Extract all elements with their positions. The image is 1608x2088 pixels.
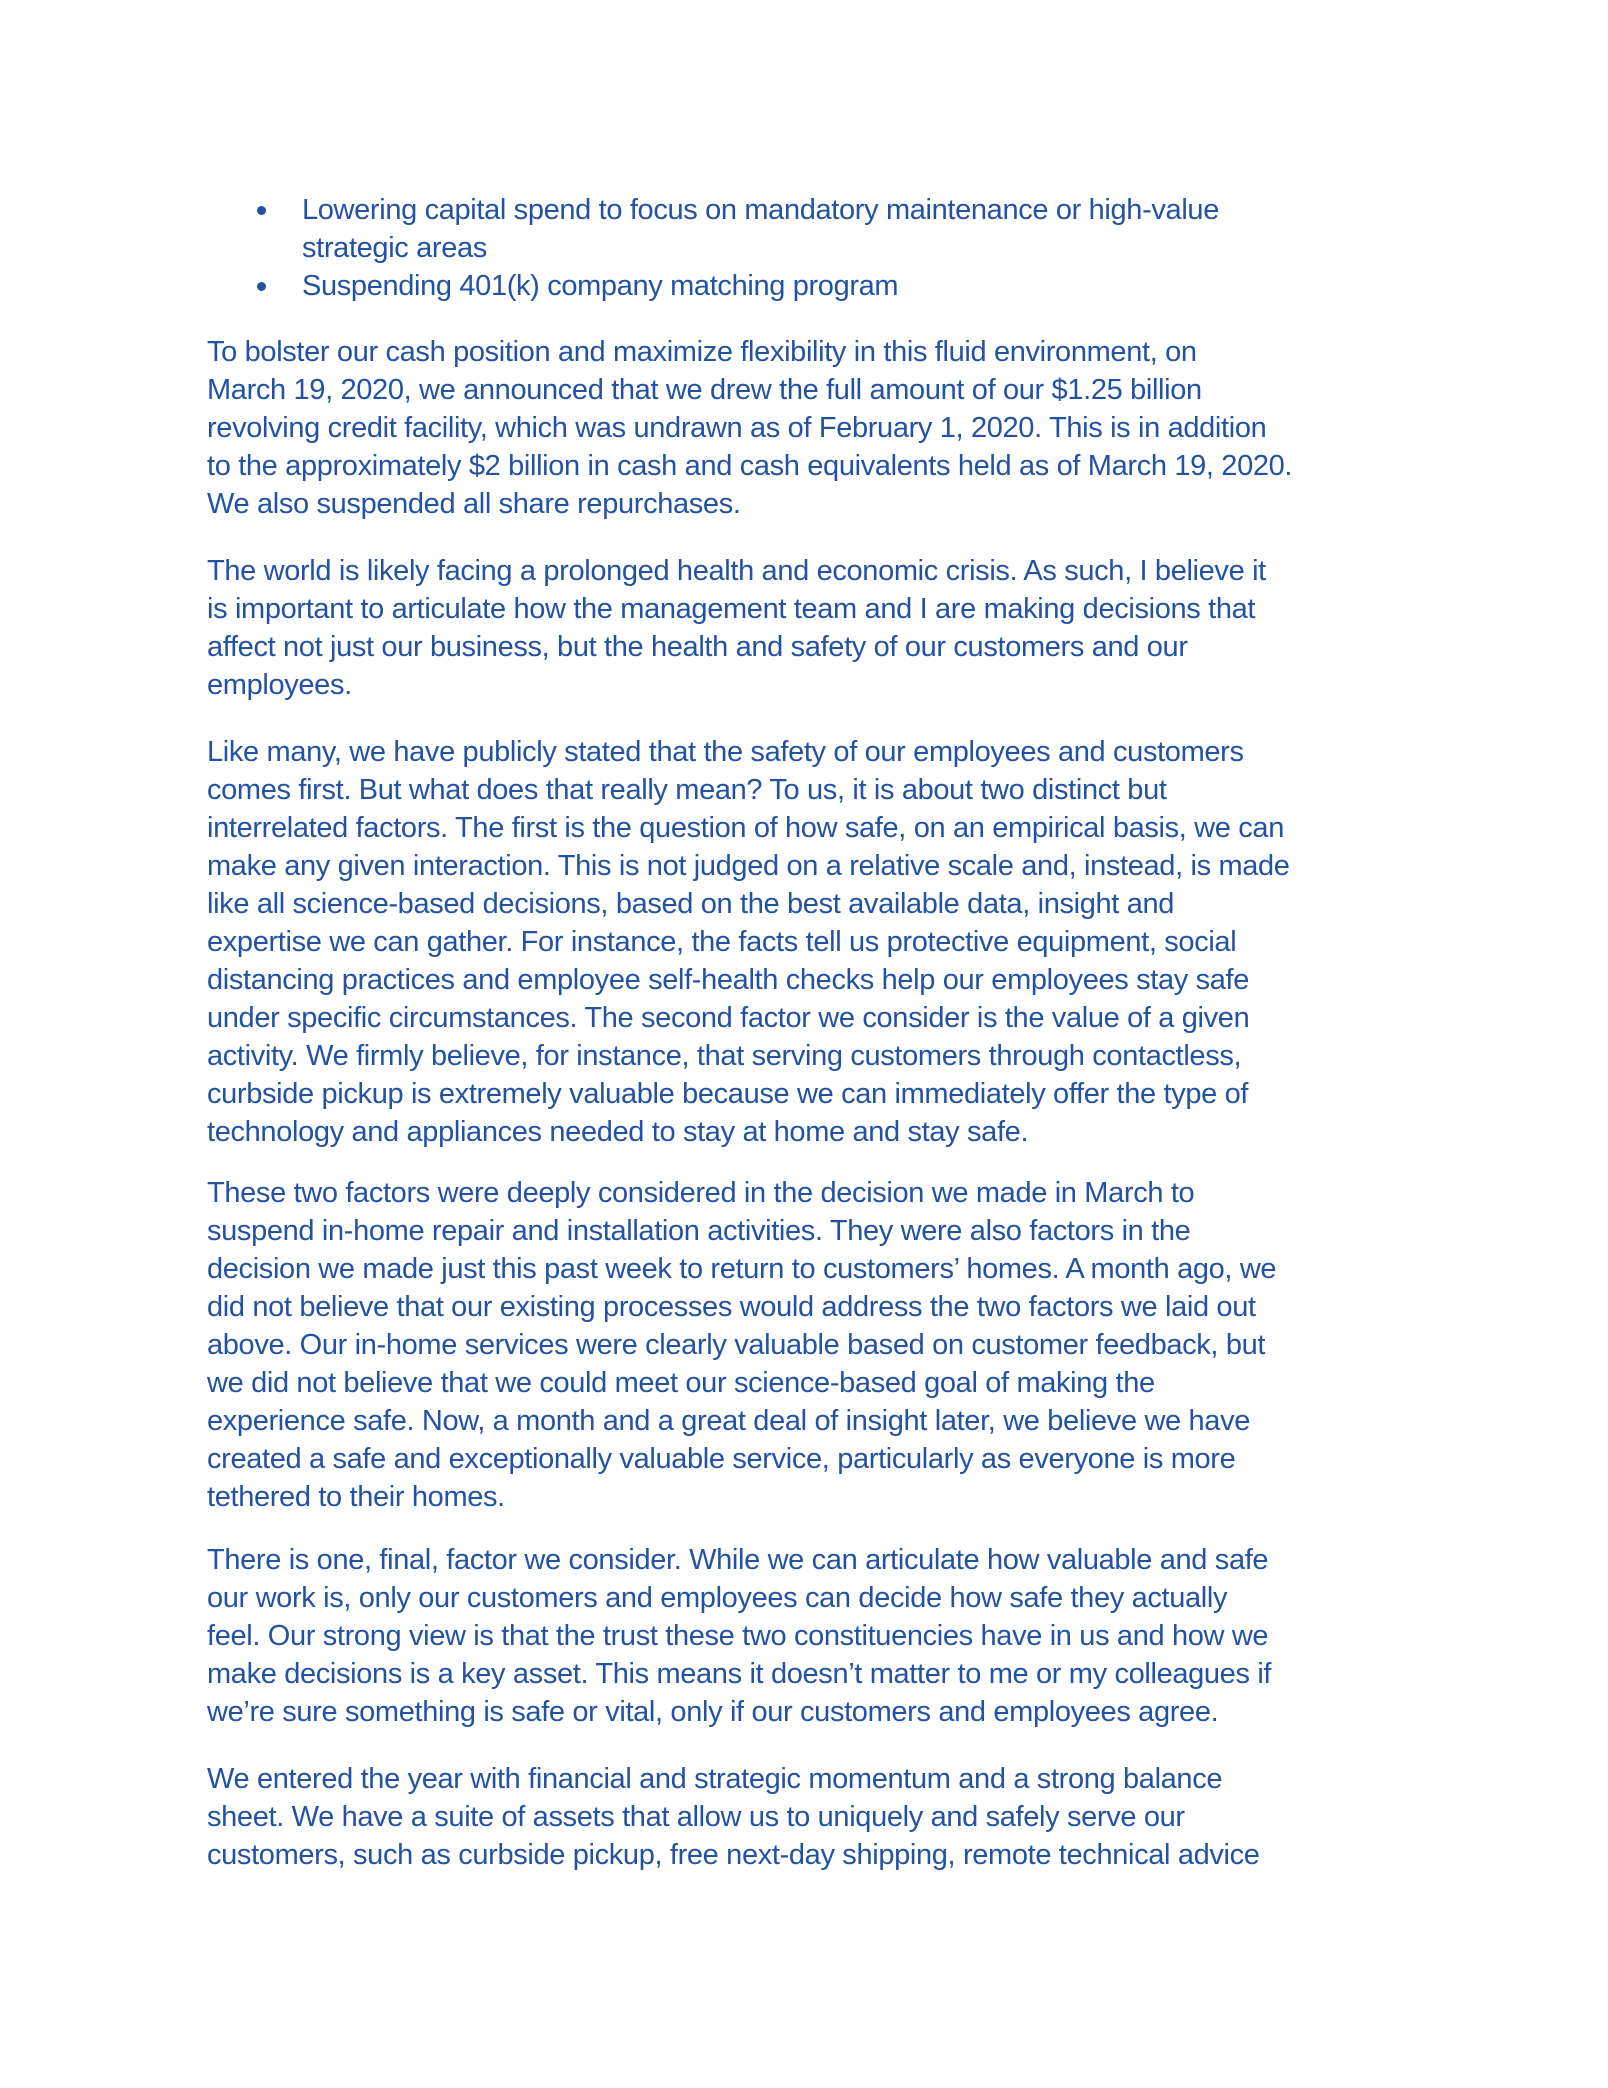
paragraph-line: we’re sure something is safe or vital, only if our customers and employees agree. [207,1696,1219,1728]
paragraph-momentum [207,1760,1260,1874]
paragraph-line: make any given interaction. This is not judged on a relative scale and, instead, is made [207,850,1290,882]
paragraph-in-home-services [207,1174,1276,1516]
paragraph-line: We entered the year with financial and strategic momentum and a strong balance [207,1763,1223,1795]
paragraph-line: our work is, only our customers and employees can decide how safe they actually [207,1582,1228,1614]
paragraph-line: created a safe and exceptionally valuable service, particularly as everyone is more [207,1443,1236,1475]
paragraph-line: distancing practices and employee self-health checks help our employees stay safe [207,964,1250,996]
paragraph-line: comes first. But what does that really mean? To us, it is about two distinct but [207,774,1167,806]
paragraph-line: activity. We firmly believe, for instance, that serving customers through contactless, [207,1040,1242,1072]
paragraph-line: We also suspended all share repurchases. [207,488,741,520]
paragraph-line: is important to articulate how the management team and I are making decisions that [207,593,1256,625]
paragraph-line: sheet. We have a suite of assets that allow us to uniquely and safely serve our [207,1801,1185,1833]
paragraph-line: expertise we can gather. For instance, the facts tell us protective equipment, social [207,926,1237,958]
paragraph-cash-position [207,333,1292,523]
paragraph-line: suspend in-home repair and installation activities. They were also factors in the [207,1215,1191,1247]
paragraph-line: These two factors were deeply considered in the decision we made in March to [207,1177,1195,1209]
bullet-line: Suspending 401(k) company matching program [302,270,899,302]
paragraph-line: There is one, final, factor we consider. While we can articulate how valuable and safe [207,1544,1269,1576]
paragraph-line: To bolster our cash position and maximize flexibility in this fluid environment, on [207,336,1197,368]
paragraph-line: employees. [207,669,352,701]
paragraph-line: to the approximately $2 billion in cash and cash equivalents held as of March 19, 2020. [207,450,1293,482]
bullet-list [250,191,1219,305]
paragraph-line: make decisions is a key asset. This means it doesn’t matter to me or my colleagues if [207,1658,1272,1690]
bullet-item-capital-spend [250,191,1219,267]
paragraph-line: like all science-based decisions, based on the best available data, insight and [207,888,1175,920]
paragraph-line: technology and appliances needed to stay at home and stay safe. [207,1116,1029,1148]
bullet-dot-icon [257,206,266,215]
paragraph-line: Like many, we have publicly stated that the safety of our employees and customers [207,736,1244,768]
paragraph-final-factor [207,1541,1271,1731]
paragraph-line: tethered to their homes. [207,1481,505,1513]
paragraph-line: above. Our in-home services were clearly valuable based on customer feedback, but [207,1329,1266,1361]
paragraph-line: we did not believe that we could meet our science-based goal of making the [207,1367,1155,1399]
paragraph-line: decision we made just this past week to return to customers’ homes. A month ago, we [207,1253,1277,1285]
paragraph-line: feel. Our strong view is that the trust these two constituencies have in us and how we [207,1620,1269,1652]
bullet-dot-icon [257,282,266,291]
paragraph-line: did not believe that our existing processes would address the two factors we laid out [207,1291,1256,1323]
bullet-item-401k [250,267,1219,305]
bullet-line: strategic areas [302,232,487,264]
paragraph-safety-factors [207,733,1290,1151]
paragraph-line: The world is likely facing a prolonged health and economic crisis. As such, I believe it [207,555,1266,587]
paragraph-line: curbside pickup is extremely valuable because we can immediately offer the type of [207,1078,1249,1110]
bullet-line: Lowering capital spend to focus on mandatory maintenance or high-value [302,194,1219,226]
paragraph-line: March 19, 2020, we announced that we drew the full amount of our $1.25 billion [207,374,1202,406]
paragraph-line: revolving credit facility, which was undrawn as of February 1, 2020. This is in addition [207,412,1267,444]
paragraph-line: affect not just our business, but the health and safety of our customers and our [207,631,1188,663]
paragraph-line: customers, such as curbside pickup, free next-day shipping, remote technical advice [207,1839,1260,1871]
paragraph-line: interrelated factors. The first is the question of how safe, on an empirical basis, we can [207,812,1284,844]
paragraph-prolonged-crisis [207,552,1266,704]
paragraph-line: under specific circumstances. The second factor we consider is the value of a given [207,1002,1250,1034]
paragraph-line: experience safe. Now, a month and a great deal of insight later, we believe we have [207,1405,1251,1437]
